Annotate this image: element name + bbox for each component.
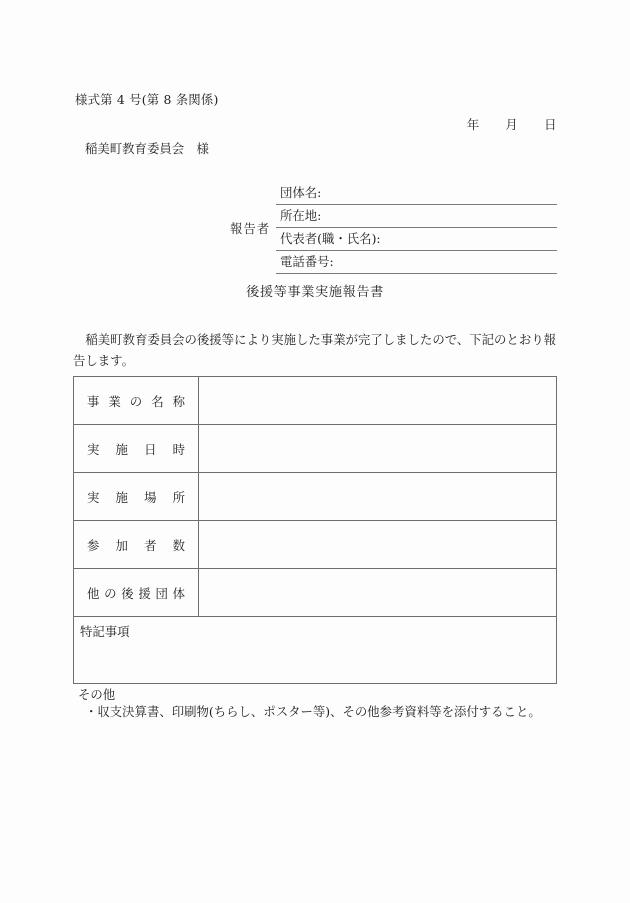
form-number: 様式第 4 号(第 8 条関係) [75,92,219,107]
special-notes-cell [74,617,557,684]
addressee: 稲美町教育委員会 様 [85,141,209,156]
body-paragraph: 稲美町教育委員会の後援等により実施した事業が完了しましたので、下記のとおり報告します。 [73,332,556,368]
special-notes-label: 特記事項 [80,624,130,639]
document-title: 後援等事業実施報告書 [246,285,384,300]
table-row-location [74,473,557,521]
table-row-other-sponsors [74,569,557,617]
field-address: 所在地: [276,205,557,228]
row-label-project-name: 事 業 の 名 称 [74,377,199,425]
field-phone-number: 電話番号: [276,251,557,274]
table-row-special-notes [74,617,557,684]
row-label-date-time: 実 施 日 時 [74,425,199,473]
table-row-date-time [74,425,557,473]
table-row-participants [74,521,557,569]
reporter-fields [276,182,557,274]
field-representative: 代表者(職・氏名): [276,228,557,251]
row-label-location: 実 施 場 所 [74,473,199,521]
report-table [73,376,557,684]
table-row-project-name [74,377,557,425]
reporter-label: 報告者 [230,221,271,236]
field-organization-name: 団体名: [276,182,557,205]
row-label-other-sponsors: 他 の 後 援 団 体 [74,569,199,617]
row-value-date-time [199,425,557,473]
footer-attachment-note: ・収支決算書、印刷物(ちらし、ポスター等)、その他参考資料等を添付すること。 [85,704,541,719]
row-label-participants: 参 加 者 数 [74,521,199,569]
row-value-participants [199,521,557,569]
date-line: 年 月 日 [466,117,557,132]
row-value-location [199,473,557,521]
footer-other-label: その他 [78,687,116,702]
reporter-block [73,182,557,274]
row-value-project-name [199,377,557,425]
row-value-other-sponsors [199,569,557,617]
